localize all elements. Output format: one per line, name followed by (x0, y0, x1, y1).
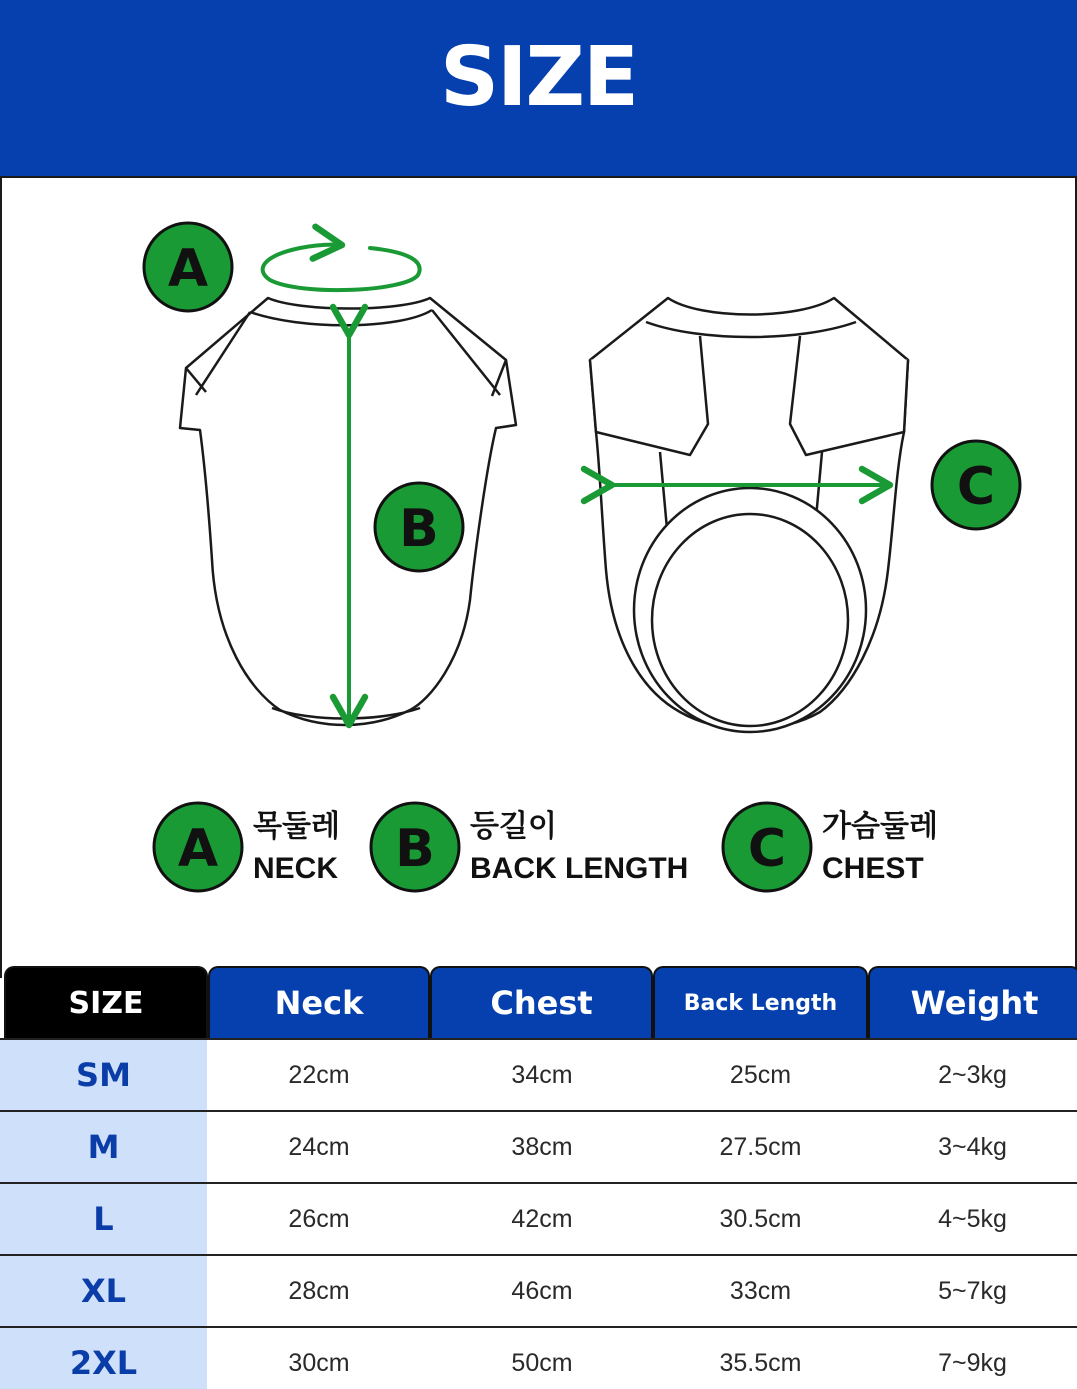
back-shirt-illustration (590, 298, 908, 732)
header-neck: Neck (208, 966, 430, 1038)
size-cell: 2XL (0, 1328, 207, 1389)
marker-c-badge (932, 441, 1020, 529)
weight-cell: 2~3kg (938, 1060, 1007, 1089)
header-size: SIZE (4, 966, 208, 1038)
legend-c-badge (723, 803, 811, 891)
marker-b-badge (375, 483, 463, 571)
page-title: SIZE (439, 30, 638, 125)
size-cell: L (0, 1184, 207, 1254)
table-header-row (0, 966, 1077, 1038)
chest-cell: 34cm (511, 1060, 573, 1089)
back-length-cell: 33cm (729, 1276, 792, 1305)
weight-cell: 4~5kg (938, 1204, 1007, 1233)
legend-neck-korean: 목둘레 (253, 810, 340, 843)
marker-a-badge (144, 223, 232, 311)
table-row (0, 1110, 1077, 1182)
header-weight: Weight (868, 966, 1077, 1038)
legend-item-chest (822, 810, 938, 886)
neck-cell: 28cm (288, 1276, 350, 1305)
legend-a-letter: A (177, 819, 219, 879)
legend-back-korean: 등길이 (470, 810, 557, 843)
back-length-cell: 30.5cm (719, 1204, 802, 1233)
size-table (0, 966, 1077, 1389)
legend-item-back-length (470, 810, 688, 886)
chest-cell: 42cm (511, 1204, 573, 1233)
legend-b-badge (371, 803, 459, 891)
chest-cell: 46cm (511, 1276, 573, 1305)
header-chest: Chest (430, 966, 653, 1038)
weight-cell: 5~7kg (938, 1276, 1007, 1305)
back-length-cell: 27.5cm (719, 1132, 802, 1161)
back-length-cell: 35.5cm (719, 1348, 802, 1377)
size-cell: M (0, 1112, 207, 1182)
size-cell: SM (0, 1040, 207, 1110)
marker-b-label: B (399, 499, 439, 559)
weight-cell: 7~9kg (938, 1348, 1007, 1377)
neck-cell: 24cm (288, 1132, 350, 1161)
legend-b-letter: B (395, 819, 435, 879)
back-length-cell: 25cm (729, 1060, 792, 1089)
table-row (0, 1182, 1077, 1254)
neck-cell: 26cm (288, 1204, 350, 1233)
legend-neck-english: NECK (253, 852, 339, 885)
chest-cell: 38cm (511, 1132, 573, 1161)
legend-chest-english: CHEST (822, 852, 924, 885)
legend-item-neck (253, 810, 340, 886)
marker-a-label: A (167, 239, 209, 299)
size-cell: XL (0, 1256, 207, 1326)
header-banner (0, 0, 1077, 178)
neck-cell: 22cm (288, 1060, 350, 1089)
table-row (0, 1038, 1077, 1110)
legend-a-badge (154, 803, 242, 891)
marker-c-label: C (956, 457, 996, 517)
legend-c-letter: C (747, 819, 787, 879)
neck-cell: 30cm (288, 1348, 350, 1377)
table-row (0, 1326, 1077, 1389)
table-row (0, 1254, 1077, 1326)
weight-cell: 3~4kg (938, 1132, 1007, 1161)
legend-chest-korean: 가슴둘레 (822, 810, 938, 843)
neck-measure-arrow (263, 245, 420, 290)
chest-cell: 50cm (511, 1348, 573, 1377)
header-back-length: Back Length (653, 966, 868, 1038)
legend-back-english: BACK LENGTH (470, 852, 689, 885)
